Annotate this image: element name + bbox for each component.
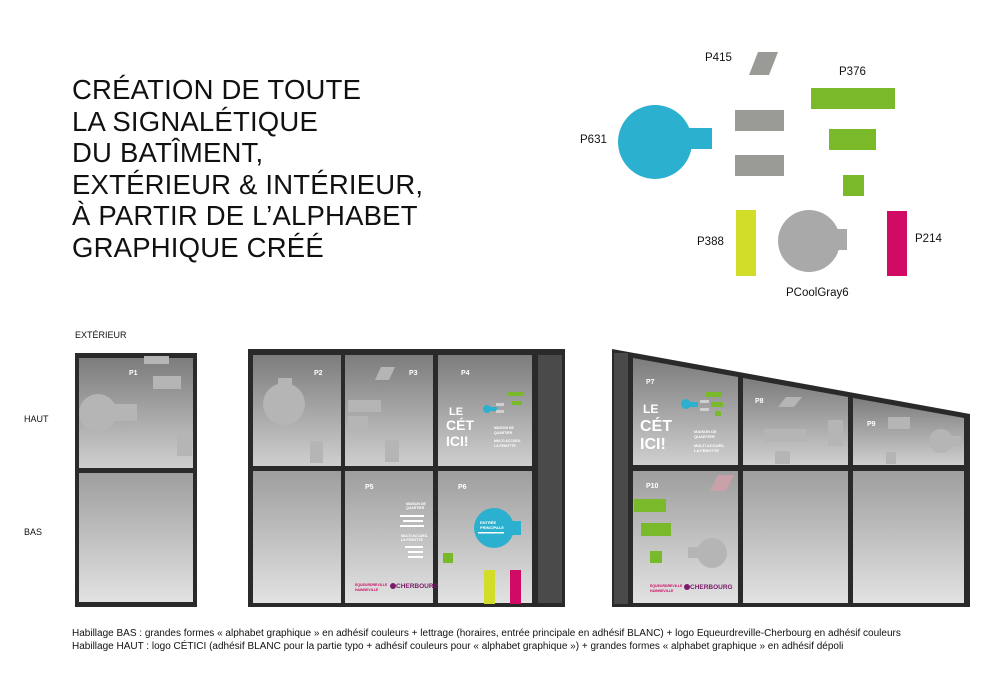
swatch-label-pcoolgray6: PCoolGray6 xyxy=(786,287,849,299)
svg-text:QUARTIER: QUARTIER xyxy=(494,431,513,435)
svg-text:MULTI ACCUEIL: MULTI ACCUEIL xyxy=(694,443,725,448)
swatch-shape-pcoolgray6 xyxy=(778,210,847,272)
svg-text:LA FENOTTE: LA FENOTTE xyxy=(401,538,423,542)
svg-text:CÉT: CÉT xyxy=(640,418,672,435)
swatch-bar-gray-2 xyxy=(735,155,784,176)
title-line: À PARTIR DE L’ALPHABET xyxy=(72,200,418,232)
panel-p7: P7 xyxy=(646,379,655,386)
section-label-exterieur: EXTÉRIEUR xyxy=(75,330,127,340)
panel-p4: P4 xyxy=(461,370,470,377)
caption-line-bas: Habillage BAS : grandes formes « alphabet graphique » en adhésif couleurs + lettrage (horaires, entrée principale en adhésif BLANC) + logo Equeurdreville-Cherbourg en adhésif couleurs xyxy=(72,628,901,639)
panel-p6: P6 xyxy=(458,484,467,491)
title-line: GRAPHIQUE CRÉÉ xyxy=(72,231,324,263)
svg-text:HAINNEVILLE: HAINNEVILLE xyxy=(650,589,674,593)
swatch-bar-p388 xyxy=(736,210,756,276)
svg-text:PRINCIPALE: PRINCIPALE xyxy=(480,525,504,530)
svg-text:LA FENOTTE: LA FENOTTE xyxy=(694,448,719,453)
svg-text:MAISON DE: MAISON DE xyxy=(694,429,717,434)
svg-text:CHERBOURG: CHERBOURG xyxy=(690,584,733,591)
title-line: CRÉATION DE TOUTE xyxy=(72,74,362,105)
swatch-label-p214: P214 xyxy=(915,233,942,245)
facade-1 xyxy=(75,353,197,607)
panel-p2: P2 xyxy=(314,370,323,377)
svg-text:CÉT: CÉT xyxy=(446,417,474,433)
swatch-label-p415: P415 xyxy=(705,52,732,64)
row-label-haut: HAUT xyxy=(24,414,49,424)
svg-text:MULTI ACCUEIL: MULTI ACCUEIL xyxy=(494,439,521,443)
svg-text:ICI!: ICI! xyxy=(446,433,469,449)
facade-2 xyxy=(248,349,565,607)
svg-text:ENTRÉE: ENTRÉE xyxy=(480,520,497,525)
svg-text:ICI!: ICI! xyxy=(640,436,666,453)
facade-3 xyxy=(612,349,970,607)
swatch-label-p376: P376 xyxy=(839,66,866,78)
panel-p3: P3 xyxy=(409,370,418,377)
svg-text:HAINNEVILLE: HAINNEVILLE xyxy=(355,588,379,592)
swatch-bar-p214 xyxy=(887,211,907,276)
panel-p1: P1 xyxy=(129,370,138,377)
swatch-shape-p631 xyxy=(618,105,712,179)
swatch-label-p388: P388 xyxy=(697,236,724,248)
panel-p10: P10 xyxy=(646,483,659,490)
row-label-bas: BAS xyxy=(24,527,43,537)
title-line: DU BATÎMENT, xyxy=(72,137,264,169)
swatch-bar-p376-2 xyxy=(829,129,876,150)
svg-text:EQUEURDREVILLE: EQUEURDREVILLE xyxy=(650,584,683,588)
swatch-square-p376 xyxy=(843,175,864,196)
swatch-bar-p376-1 xyxy=(811,88,895,109)
svg-text:MAISON DE: MAISON DE xyxy=(494,426,514,430)
svg-text:CHERBOURG: CHERBOURG xyxy=(396,583,439,590)
svg-text:EQUEURDREVILLE: EQUEURDREVILLE xyxy=(355,583,388,587)
swatch-bar-gray-1 xyxy=(735,110,784,131)
svg-text:QUARTIER: QUARTIER xyxy=(694,434,715,439)
caption xyxy=(72,627,901,653)
title-line: LA SIGNALÉTIQUE xyxy=(72,105,319,137)
title-line: EXTÉRIEUR & INTÉRIEUR, xyxy=(72,168,424,200)
panel-p5: P5 xyxy=(365,484,374,491)
panel-p8: P8 xyxy=(755,398,764,405)
svg-text:MAISON DE: MAISON DE xyxy=(406,502,426,506)
svg-text:LE: LE xyxy=(449,406,464,418)
swatch-shape-p415 xyxy=(749,52,778,75)
caption-line-haut: Habillage HAUT : logo CÉTICI (adhésif BLANC pour la partie typo + adhésif couleurs pour « alphabet graphique ») + grandes formes « alphabet graphique » en adhésif dépoli xyxy=(72,641,844,652)
svg-text:LA FENOTTE: LA FENOTTE xyxy=(494,444,516,448)
svg-text:MULTI ACCUEIL: MULTI ACCUEIL xyxy=(401,534,428,538)
svg-text:LE: LE xyxy=(643,402,659,416)
svg-text:QUARTIER: QUARTIER xyxy=(406,506,425,510)
panel-p9: P9 xyxy=(867,421,876,428)
swatch-label-p631: P631 xyxy=(580,134,607,146)
